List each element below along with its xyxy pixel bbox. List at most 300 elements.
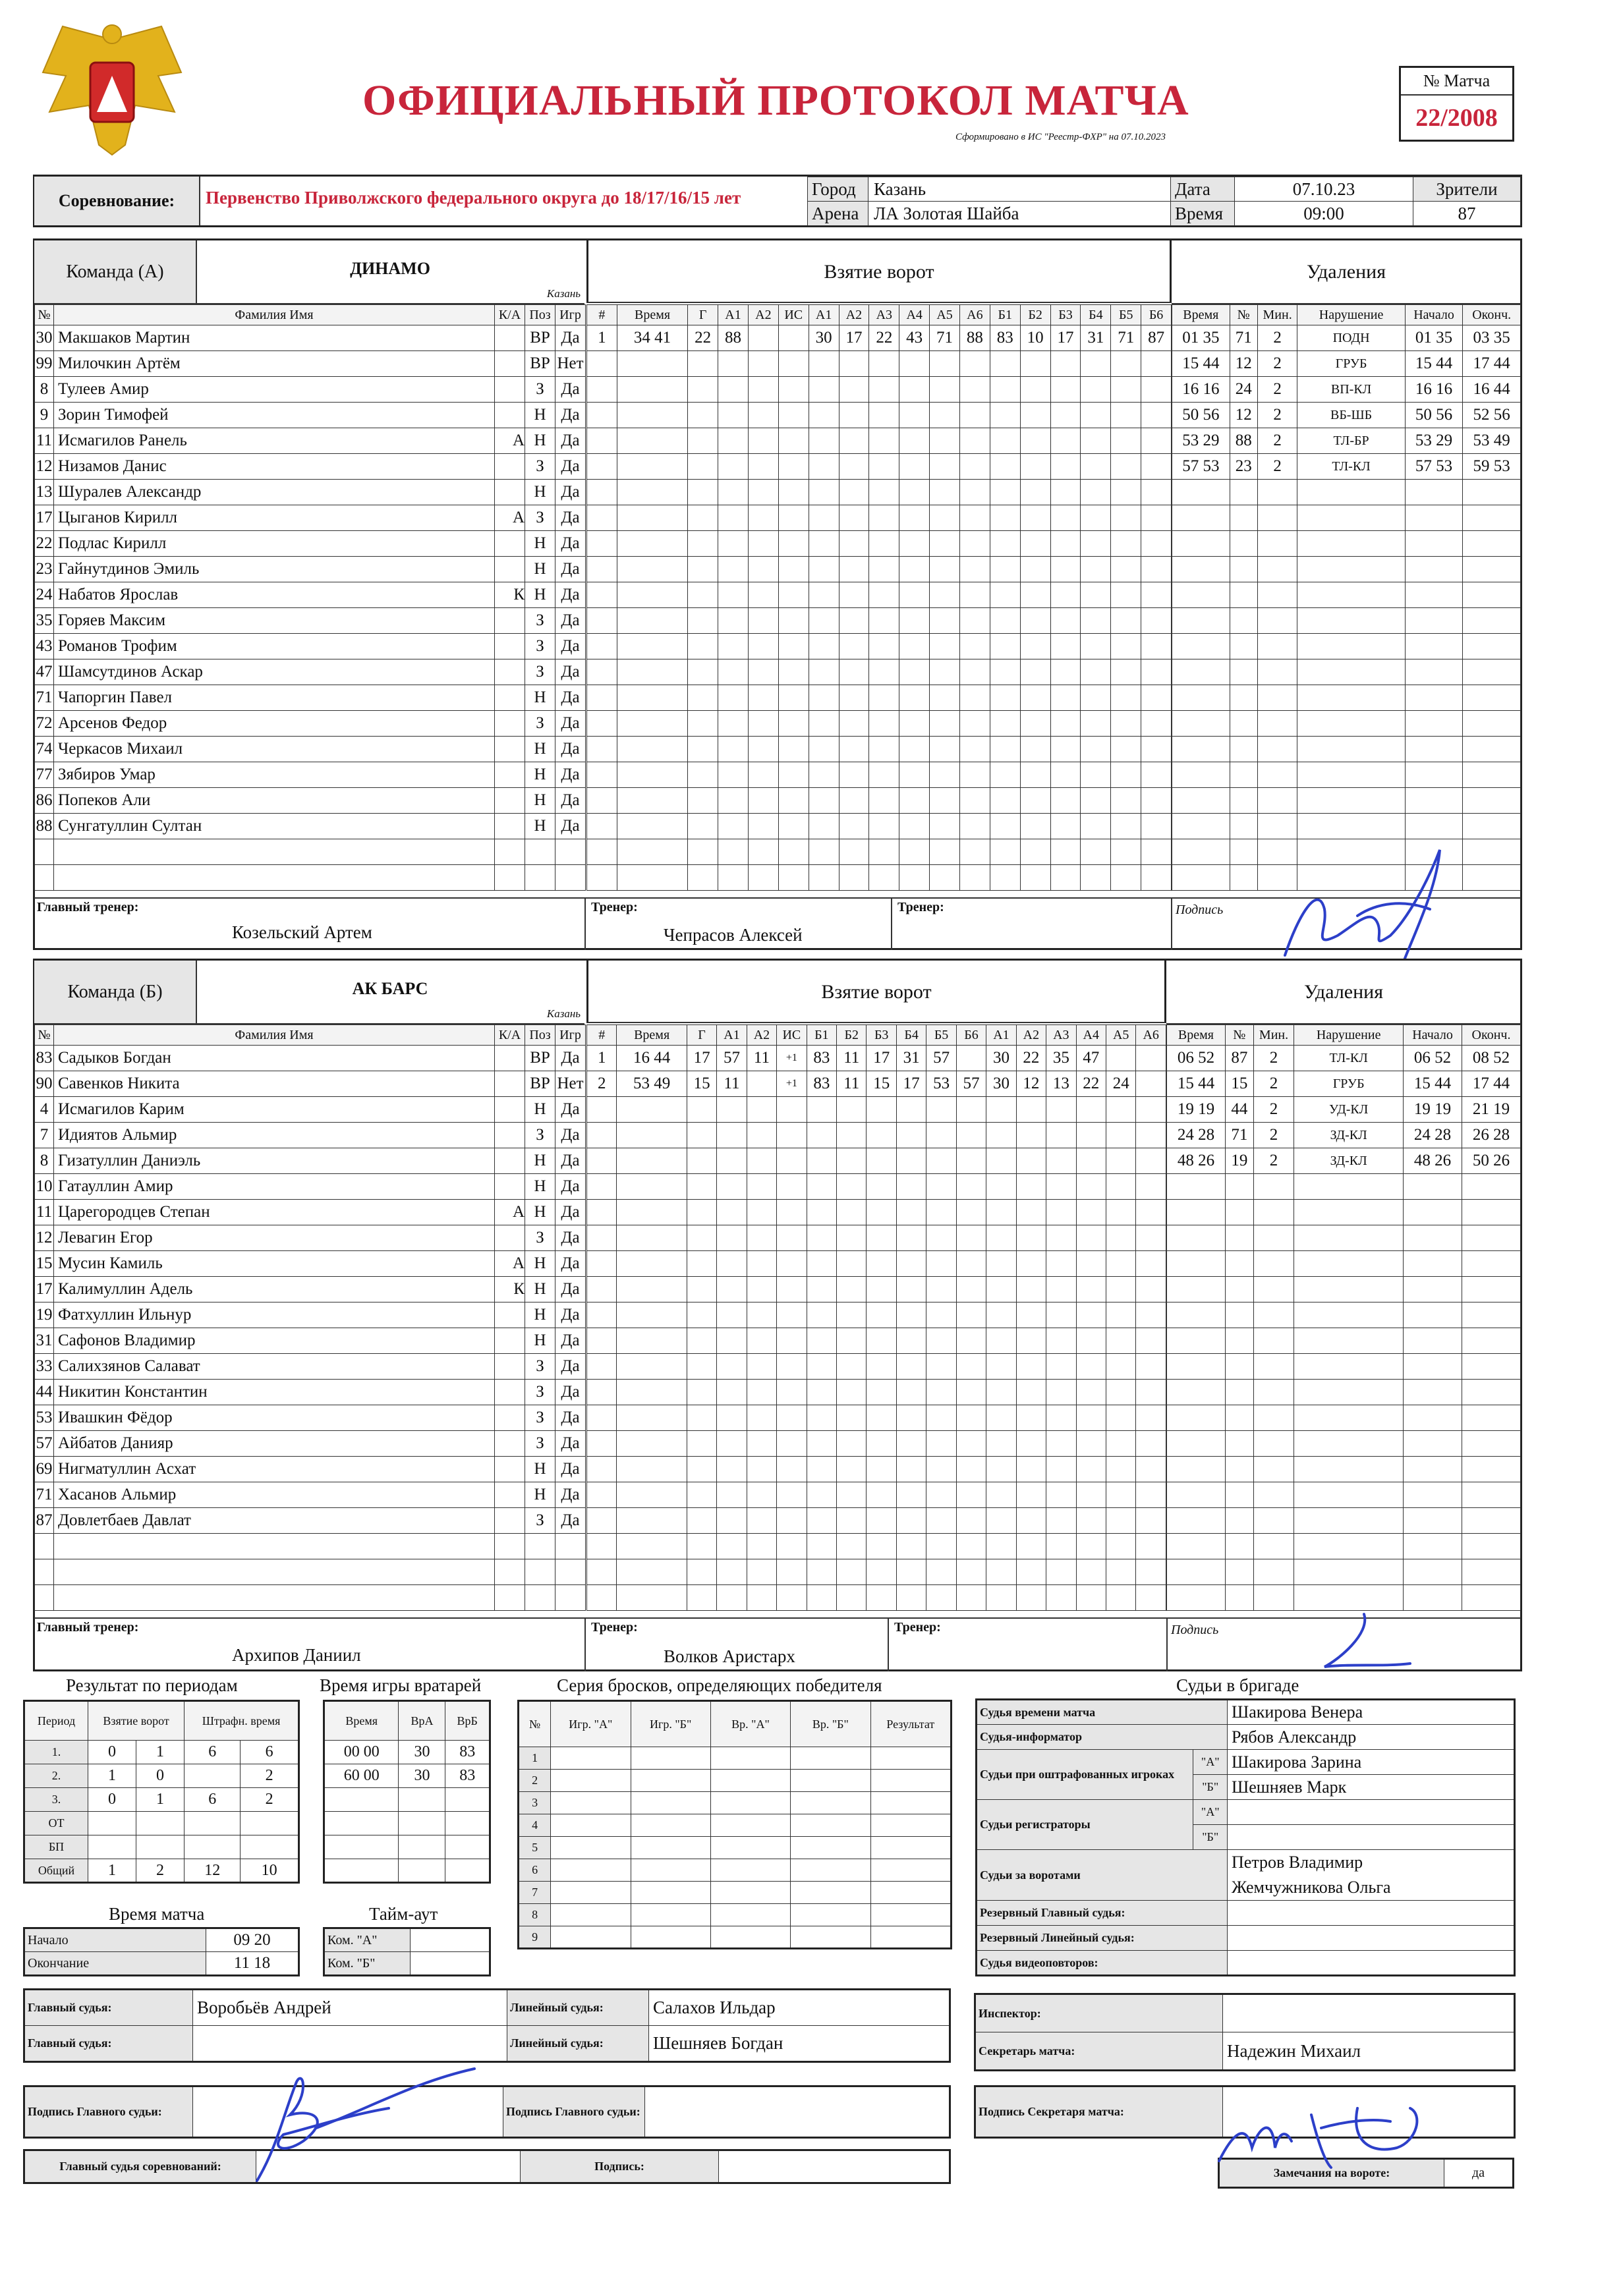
on-ice-player — [1081, 557, 1111, 582]
on-ice-player — [867, 1123, 896, 1148]
penalty-time — [1172, 531, 1230, 557]
on-ice-player — [807, 1097, 836, 1123]
on-ice-player — [807, 1431, 836, 1457]
player-no: 19 — [35, 1302, 54, 1328]
on-ice-player — [959, 737, 990, 762]
on-ice-player — [990, 762, 1020, 788]
player-col-header: Поз — [525, 1025, 555, 1046]
player-name: Тулеев Амир — [54, 377, 495, 403]
period-ga: 1 — [88, 1859, 136, 1883]
on-ice-player — [926, 1148, 956, 1174]
on-ice-player — [869, 711, 899, 737]
match-end: 11 18 — [206, 1952, 299, 1976]
penalty-min: 2 — [1253, 1046, 1294, 1071]
goalie-a — [399, 1788, 445, 1812]
on-ice-player — [1136, 1277, 1166, 1302]
penalty-viol — [1297, 582, 1405, 608]
penalty-viol — [1297, 608, 1405, 634]
player-col-header: К/А — [495, 1025, 525, 1046]
penalty-viol: ПОДН — [1297, 325, 1405, 351]
goal-time — [617, 1585, 687, 1611]
penalty-no: 44 — [1225, 1097, 1253, 1123]
goal-n — [587, 1225, 617, 1251]
goal-a2 — [748, 814, 778, 839]
player-pos: Н — [525, 1200, 555, 1225]
goal-row — [587, 1559, 1166, 1585]
player-no: 13 — [35, 480, 54, 505]
on-ice-player — [1020, 377, 1050, 403]
goalie-t — [324, 1788, 399, 1812]
penalty-time: 57 53 — [1172, 454, 1230, 480]
match-end-label: Окончание — [24, 1952, 206, 1976]
penalty-judge-a: Шакирова Зарина — [1228, 1750, 1515, 1775]
line-referee-2: Шешняев Богдан — [649, 2026, 950, 2062]
period-label: 1. — [24, 1741, 88, 1764]
on-ice-player — [1111, 480, 1141, 505]
on-ice-player — [899, 582, 930, 608]
goal-a2 — [748, 582, 778, 608]
goal-a2 — [747, 1225, 776, 1251]
player-ka — [495, 1431, 525, 1457]
penalty-end — [1462, 1585, 1521, 1611]
player-play — [555, 839, 586, 865]
player-col-header: К/А — [495, 305, 525, 325]
goal-judge-2: Жемчужникова Ольга — [1232, 1878, 1391, 1897]
match-time-title: Время матча — [109, 1904, 205, 1924]
player-play: Да — [555, 1508, 586, 1534]
goal-row — [587, 1123, 1166, 1148]
on-ice-player — [1050, 582, 1081, 608]
on-ice-player — [1050, 814, 1081, 839]
goal-time — [617, 1097, 687, 1123]
on-ice-player — [896, 1508, 926, 1534]
on-ice-player: 71 — [930, 325, 960, 351]
player-play: Да — [555, 711, 586, 737]
player-ka — [495, 1174, 525, 1200]
goal-row — [587, 1508, 1166, 1534]
team-b-players-table — [34, 1024, 586, 1611]
penalty-row — [1172, 428, 1521, 454]
on-ice-player — [839, 634, 869, 659]
on-ice-player: 30 — [809, 325, 839, 351]
on-ice-player — [959, 454, 990, 480]
penalty-viol — [1294, 1457, 1404, 1482]
penalty-judge-b: Шешняев Марк — [1228, 1775, 1515, 1800]
player-row — [35, 1380, 586, 1405]
penalty-no — [1225, 1302, 1253, 1328]
period-pa: 6 — [185, 1788, 241, 1812]
player-ka: К — [495, 1277, 525, 1302]
penalty-no — [1225, 1380, 1253, 1405]
on-ice-player — [1016, 1225, 1046, 1251]
on-ice-player — [930, 531, 960, 557]
player-name: Горяев Максим — [54, 608, 495, 634]
goal-is — [778, 737, 809, 762]
player-row — [35, 480, 586, 505]
goal-a1 — [718, 634, 749, 659]
shootout-cell — [791, 1882, 870, 1904]
inspector-table — [974, 1993, 1516, 2071]
player-no: 35 — [35, 608, 54, 634]
on-ice-player — [926, 1534, 956, 1559]
on-ice-player — [1106, 1380, 1135, 1405]
penalty-viol — [1297, 711, 1405, 737]
penalty-time: 53 29 — [1172, 428, 1230, 454]
on-ice-player — [1106, 1148, 1135, 1174]
on-ice-player — [899, 711, 930, 737]
on-ice-player — [1136, 1431, 1166, 1457]
on-ice-player — [926, 1405, 956, 1431]
on-ice-player — [837, 1123, 867, 1148]
penalty-end — [1462, 1302, 1521, 1328]
on-ice-player — [1111, 403, 1141, 428]
goal-time — [617, 1148, 687, 1174]
penalty-start — [1405, 788, 1463, 814]
penalty-a-tag: "А" — [1193, 1750, 1228, 1775]
player-row — [35, 1534, 586, 1559]
on-ice-player — [807, 1302, 836, 1328]
player-no: 11 — [35, 428, 54, 454]
on-ice-player — [807, 1148, 836, 1174]
on-ice-player — [926, 1431, 956, 1457]
on-ice-player — [1076, 1174, 1106, 1200]
on-ice-player — [867, 1251, 896, 1277]
goal-row — [587, 1457, 1166, 1482]
goal-time — [617, 1251, 687, 1277]
goal-col-header: А2 — [839, 305, 869, 325]
team-b-coaches — [34, 1617, 1521, 1671]
on-ice-player — [959, 839, 990, 865]
penalty-end — [1463, 865, 1521, 891]
goal-row — [587, 1585, 1166, 1611]
penalty-no — [1230, 788, 1257, 814]
goal-n — [587, 1457, 617, 1482]
penalty-time — [1172, 659, 1230, 685]
goal-n — [587, 1534, 617, 1559]
penalty-row — [1167, 1328, 1521, 1354]
player-pos — [525, 839, 555, 865]
on-ice-player — [1141, 685, 1172, 711]
on-ice-player: 31 — [896, 1046, 926, 1071]
goal-g — [687, 1482, 716, 1508]
goalie-row — [324, 1812, 490, 1835]
on-ice-player — [1141, 737, 1172, 762]
player-row — [35, 788, 586, 814]
player-pos — [525, 1585, 555, 1611]
on-ice-player — [809, 839, 839, 865]
on-ice-player — [837, 1251, 867, 1277]
goal-a1 — [718, 711, 749, 737]
goalie-time-title: Время игры вратарей — [320, 1675, 482, 1695]
goal-a2: 11 — [747, 1046, 776, 1071]
penalty-min — [1253, 1328, 1294, 1354]
penalty-time — [1172, 608, 1230, 634]
timeout-a-label: Ком. "А" — [324, 1928, 411, 1952]
goal-row — [587, 1328, 1166, 1354]
goal-time: 34 41 — [617, 325, 687, 351]
on-ice-player — [809, 814, 839, 839]
penalty-start — [1404, 1431, 1462, 1457]
goal-g — [688, 582, 718, 608]
player-row — [35, 531, 586, 557]
period-pa — [185, 1812, 241, 1835]
goal-g — [687, 1405, 716, 1431]
player-pos: З — [525, 505, 555, 531]
penalty-row — [1167, 1508, 1521, 1534]
on-ice-player — [899, 480, 930, 505]
player-pos: Н — [525, 1097, 555, 1123]
team-a-goals-title: Взятие ворот — [586, 240, 1172, 303]
goal-row — [587, 865, 1172, 891]
on-ice-player — [1050, 634, 1081, 659]
on-ice-player — [1016, 1380, 1046, 1405]
on-ice-player — [896, 1354, 926, 1380]
goal-a2 — [747, 1354, 776, 1380]
penalty-end — [1462, 1277, 1521, 1302]
on-ice-player — [990, 454, 1020, 480]
team-b-city: Казань — [546, 1007, 581, 1020]
penalty-no — [1225, 1277, 1253, 1302]
shootout-cell — [631, 1814, 710, 1837]
on-ice-player — [930, 557, 960, 582]
sig-secretary-label: Подпись Секретаря матча: — [975, 2086, 1223, 2138]
goal-row — [587, 1200, 1166, 1225]
penalty-min: 2 — [1253, 1071, 1294, 1097]
notes-value: да — [1444, 2159, 1514, 2188]
goal-a1 — [718, 428, 749, 454]
on-ice-player — [1016, 1148, 1046, 1174]
goal-row — [587, 685, 1172, 711]
penalty-col-header: Время — [1167, 1025, 1226, 1046]
on-ice-player — [1111, 737, 1141, 762]
period-ga: 0 — [88, 1788, 136, 1812]
player-row — [35, 557, 586, 582]
on-ice-player — [986, 1508, 1016, 1534]
on-ice-player — [807, 1251, 836, 1277]
on-ice-player — [926, 1457, 956, 1482]
penalty-end — [1463, 634, 1521, 659]
on-ice-player — [809, 557, 839, 582]
penalty-start — [1404, 1225, 1462, 1251]
player-no — [35, 1585, 54, 1611]
penalty-no — [1225, 1328, 1253, 1354]
goalie-t: 00 00 — [324, 1741, 399, 1764]
goal-a1 — [718, 659, 749, 685]
on-ice-player — [867, 1559, 896, 1585]
periods-title: Результат по периодам — [66, 1675, 238, 1695]
player-ka — [495, 480, 525, 505]
player-no: 7 — [35, 1123, 54, 1148]
period-gb: 2 — [136, 1859, 185, 1883]
goal-time — [617, 659, 687, 685]
team-b-goals-table — [586, 1024, 1166, 1611]
penalty-time — [1167, 1174, 1226, 1200]
goalie-row — [324, 1835, 490, 1859]
on-ice-player — [956, 1354, 986, 1380]
shootout-cell — [710, 1859, 790, 1882]
on-ice-player — [1020, 839, 1050, 865]
on-ice-player — [1020, 659, 1050, 685]
timeout-b[interactable] — [411, 1952, 490, 1976]
goal-a2 — [748, 428, 778, 454]
on-ice-player — [896, 1097, 926, 1123]
penalty-time — [1167, 1354, 1226, 1380]
shootout-cell — [551, 1859, 631, 1882]
goalie-col-header: ВрА — [399, 1701, 445, 1741]
on-ice-player — [1136, 1380, 1166, 1405]
on-ice-player — [1136, 1071, 1166, 1097]
goal-col-header: Б3 — [1050, 305, 1081, 325]
penalty-row — [1172, 325, 1521, 351]
on-ice-player — [1046, 1174, 1076, 1200]
goal-col-header: А2 — [748, 305, 778, 325]
penalty-time — [1167, 1585, 1226, 1611]
goal-is — [778, 480, 809, 505]
player-row — [35, 608, 586, 634]
penalty-min — [1253, 1277, 1294, 1302]
on-ice-player — [930, 839, 960, 865]
team-a-coach1-label: Тренер: — [591, 900, 638, 914]
goal-row — [587, 711, 1172, 737]
player-pos: З — [525, 711, 555, 737]
penalty-time — [1167, 1457, 1226, 1482]
penalty-start — [1405, 582, 1463, 608]
on-ice-player — [956, 1482, 986, 1508]
period-row — [24, 1859, 299, 1883]
player-name: Макшаков Мартин — [54, 325, 495, 351]
on-ice-player — [807, 1380, 836, 1405]
goal-is — [778, 865, 809, 891]
on-ice-player — [956, 1225, 986, 1251]
goal-a2 — [747, 1482, 776, 1508]
on-ice-player — [1141, 403, 1172, 428]
penalty-no — [1225, 1174, 1253, 1200]
goal-time — [617, 762, 687, 788]
penalty-viol — [1297, 634, 1405, 659]
on-ice-player — [1046, 1097, 1076, 1123]
goalie-t — [324, 1835, 399, 1859]
goalie-time-table — [323, 1700, 491, 1884]
goal-g — [687, 1457, 716, 1482]
on-ice-player — [1020, 685, 1050, 711]
player-row — [35, 659, 586, 685]
period-pa — [185, 1764, 241, 1788]
on-ice-player — [1076, 1148, 1106, 1174]
on-ice-player — [1136, 1328, 1166, 1354]
goal-a1 — [717, 1200, 747, 1225]
penalty-time — [1172, 685, 1230, 711]
sig-main-2 — [645, 2086, 950, 2138]
on-ice-player — [959, 608, 990, 634]
on-ice-player — [867, 1174, 896, 1200]
goal-is — [777, 1148, 807, 1174]
penalty-end — [1462, 1508, 1521, 1534]
on-ice-player — [1141, 788, 1172, 814]
player-no: 87 — [35, 1508, 54, 1534]
on-ice-player — [867, 1431, 896, 1457]
player-ka — [495, 1457, 525, 1482]
shootout-cell — [631, 1904, 710, 1926]
goal-a2 — [747, 1071, 776, 1097]
on-ice-player — [837, 1174, 867, 1200]
on-ice-player — [956, 1405, 986, 1431]
goal-col-header: А1 — [718, 305, 749, 325]
on-ice-player — [839, 428, 869, 454]
team-a-header — [34, 240, 584, 304]
penalty-min — [1257, 608, 1297, 634]
on-ice-player — [930, 377, 960, 403]
on-ice-player — [869, 634, 899, 659]
penalty-row — [1172, 557, 1521, 582]
penalty-viol: ЗД-КЛ — [1294, 1123, 1404, 1148]
penalty-end — [1462, 1174, 1521, 1200]
penalty-start: 53 29 — [1405, 428, 1463, 454]
goalie-a — [399, 1812, 445, 1835]
on-ice-player — [959, 403, 990, 428]
on-ice-player — [926, 1380, 956, 1405]
team-b-goals-title: Взятие ворот — [586, 961, 1166, 1023]
on-ice-player — [926, 1328, 956, 1354]
on-ice-player — [837, 1328, 867, 1354]
on-ice-player — [896, 1174, 926, 1200]
on-ice-player — [986, 1585, 1016, 1611]
goal-is — [778, 608, 809, 634]
on-ice-player — [896, 1225, 926, 1251]
on-ice-player — [1081, 531, 1111, 557]
penalty-no — [1230, 582, 1257, 608]
player-name: Черкасов Михаил — [54, 737, 495, 762]
goal-a1: 57 — [717, 1046, 747, 1071]
on-ice-player — [1141, 711, 1172, 737]
on-ice-player — [1046, 1508, 1076, 1534]
goal-n — [587, 351, 617, 377]
timeout-a[interactable] — [411, 1928, 490, 1952]
goalie-a: 30 — [399, 1741, 445, 1764]
on-ice-player — [837, 1302, 867, 1328]
penalty-no — [1230, 865, 1257, 891]
penalty-no — [1225, 1200, 1253, 1225]
on-ice-player — [959, 865, 990, 891]
player-name: Идиятов Альмир — [54, 1123, 495, 1148]
on-ice-player — [809, 865, 839, 891]
on-ice-player — [1046, 1302, 1076, 1328]
shootout-cell — [710, 1792, 790, 1814]
penalty-row — [1167, 1534, 1521, 1559]
player-col-header: Поз — [525, 305, 555, 325]
player-ka — [495, 403, 525, 428]
venue-table — [807, 177, 1521, 226]
shootout-row — [519, 1882, 952, 1904]
on-ice-player — [1111, 428, 1141, 454]
penalty-time — [1167, 1508, 1226, 1534]
penalty-start — [1404, 1457, 1462, 1482]
player-play: Да — [555, 531, 586, 557]
shootout-cell — [631, 1882, 710, 1904]
goal-g — [688, 608, 718, 634]
on-ice-player — [1111, 505, 1141, 531]
goal-a2 — [747, 1200, 776, 1225]
goal-is — [777, 1457, 807, 1482]
on-ice-player — [1050, 403, 1081, 428]
on-ice-player — [1076, 1354, 1106, 1380]
player-pos: Н — [525, 685, 555, 711]
player-name: Чапоргин Павел — [54, 685, 495, 711]
on-ice-player — [1106, 1046, 1135, 1071]
goal-a2 — [747, 1585, 776, 1611]
penalty-start: 48 26 — [1404, 1148, 1462, 1174]
goal-n — [587, 1508, 617, 1534]
on-ice-player — [867, 1277, 896, 1302]
